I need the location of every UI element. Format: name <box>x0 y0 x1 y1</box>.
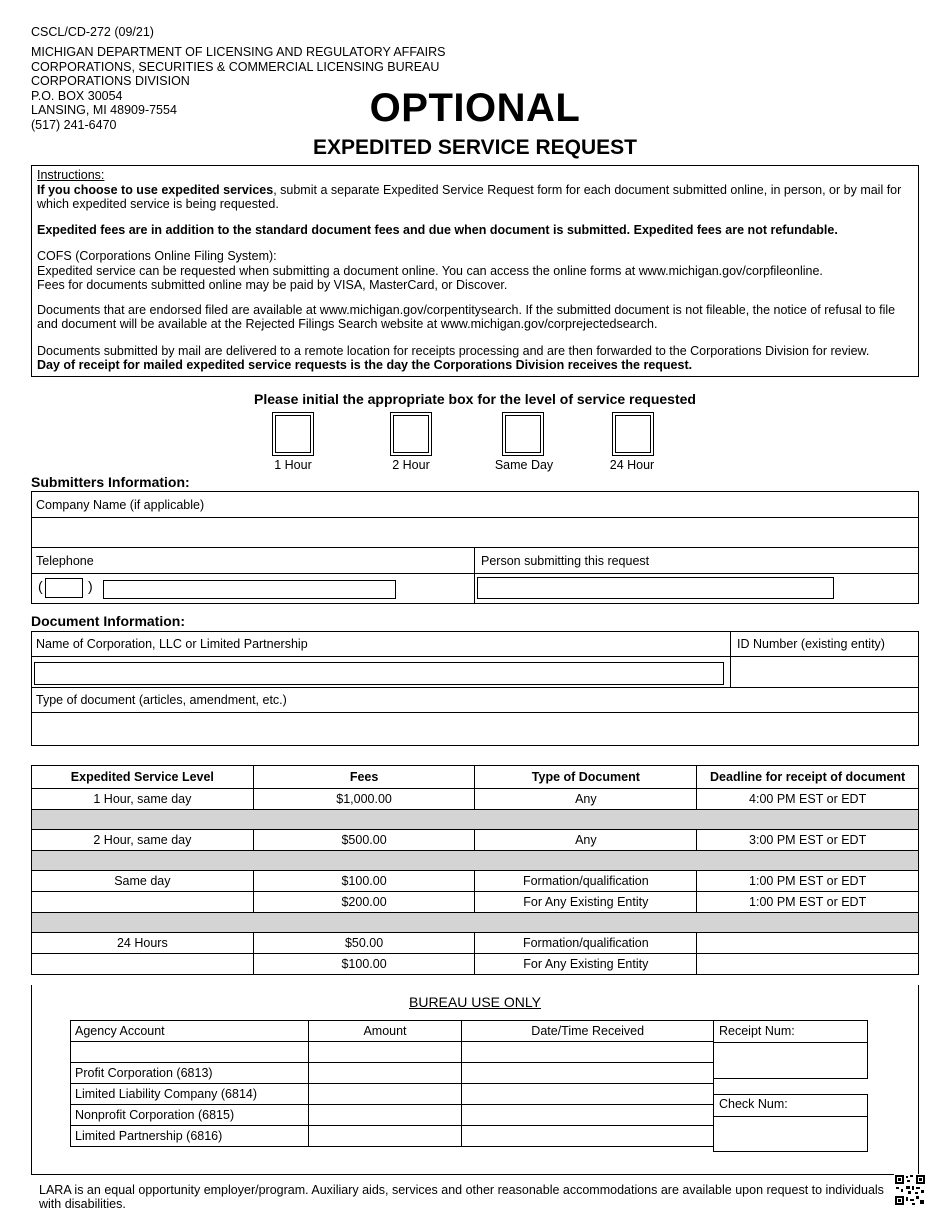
divider <box>31 687 919 688</box>
address-line: MICHIGAN DEPARTMENT OF LICENSING AND REGULATORY AFFAIRS <box>31 45 446 59</box>
receipt-label: Receipt Num: <box>719 1024 795 1038</box>
amount-input[interactable] <box>308 1126 462 1147</box>
page-title: EXPEDITED SERVICE REQUEST <box>312 136 638 159</box>
qr-code-icon <box>894 1174 926 1206</box>
instructions-cofs: COFS (Corporations Online Filing System): <box>37 249 277 263</box>
instructions-cofs-payment: Fees for documents submitted online may be paid by VISA, MasterCard, or Discover. <box>37 278 508 292</box>
table-cell: $100.00 <box>253 871 475 892</box>
checkbox-same-day[interactable] <box>502 412 544 456</box>
table-row <box>32 954 919 975</box>
table-cell: For Any Existing Entity <box>475 954 697 975</box>
document-type-label: Type of document (articles, amendment, etc.) <box>36 693 287 707</box>
table-row <box>71 1042 714 1063</box>
table-cell: Same day <box>32 871 254 892</box>
table-cell <box>697 933 919 954</box>
table-row <box>71 1063 714 1084</box>
footer-text: LARA is an equal opportunity employer/program. Auxiliary aids, services and other reasonable accommodations are available upon request to individuals with disabilities. <box>39 1183 884 1211</box>
label-1-hour: 1 Hour <box>274 458 312 472</box>
table-row <box>32 830 919 851</box>
table-cell: For Any Existing Entity <box>475 892 697 913</box>
table-cell: 1:00 PM EST or EDT <box>697 871 919 892</box>
table-row <box>32 933 919 954</box>
column-header: Agency Account <box>71 1021 309 1042</box>
column-header: Amount <box>308 1021 462 1042</box>
table-cell: $200.00 <box>253 892 475 913</box>
spacer-row <box>32 851 919 871</box>
table-header-row <box>71 1021 714 1042</box>
submitter-heading: Submitters Information: <box>31 474 190 490</box>
instructions-search: Documents that are endorsed filed are available at www.michigan.gov/corpentitysearch. If the submitted document is not fileable, the notice of refusal to file and document will be available at the Rejected Filings Search website at www.michigan.gov/corprejectedsearch. <box>37 302 896 331</box>
receipt-number-input[interactable] <box>715 1044 866 1077</box>
instructions-box <box>31 165 919 377</box>
address-line: CORPORATIONS, SECURITIES & COMMERCIAL LICENSING BUREAU <box>31 59 440 74</box>
agency-account <box>71 1042 309 1063</box>
paren-close: ) <box>88 578 93 594</box>
agency-account: Profit Corporation (6813) <box>71 1063 309 1084</box>
table-cell: 1:00 PM EST or EDT <box>697 892 919 913</box>
agency-account: Limited Partnership (6816) <box>71 1126 309 1147</box>
label-24-hour: 24 Hour <box>609 458 655 472</box>
table-cell <box>32 954 254 975</box>
address-line: P.O. BOX 30054 <box>31 88 123 103</box>
checkbox-2-hour[interactable] <box>390 412 432 456</box>
document-heading: Document Information: <box>31 613 185 629</box>
instructions-heading: Instructions: <box>37 168 105 182</box>
date-received-input[interactable] <box>462 1105 714 1126</box>
table-row <box>71 1126 714 1147</box>
spacer-cell <box>32 851 919 871</box>
document-type-input[interactable] <box>34 715 917 743</box>
divider <box>31 712 919 713</box>
date-received-input[interactable] <box>462 1042 714 1063</box>
paren-open: ( <box>38 578 43 594</box>
table-cell: $100.00 <box>253 954 475 975</box>
instructions-mail-bold: Day of receipt for mailed expedited service requests is the day the Corporations Division receives the request. <box>37 358 693 372</box>
table-cell <box>32 892 254 913</box>
column-header: Fees <box>253 766 475 789</box>
bureau-title: BUREAU USE ONLY <box>409 994 541 1010</box>
amount-input[interactable] <box>308 1084 462 1105</box>
date-received-input[interactable] <box>462 1084 714 1105</box>
address-line: CORPORATIONS DIVISION <box>31 74 190 89</box>
agency-account: Nonprofit Corporation (6815) <box>71 1105 309 1126</box>
address-line: (517) 241-6470 <box>31 117 117 132</box>
divider <box>31 656 919 657</box>
person-label: Person submitting this request <box>481 554 650 568</box>
table-cell: $50.00 <box>253 933 475 954</box>
table-cell: Formation/qualification <box>475 871 697 892</box>
table-cell: 24 Hours <box>32 933 254 954</box>
id-number-input[interactable] <box>733 659 920 685</box>
instructions-mail: Documents submitted by mail are delivered to a remote location for receipts processing and are then forwarded to the Corporations Division for review. <box>37 343 870 358</box>
divider <box>31 517 919 518</box>
table-cell <box>697 954 919 975</box>
agency-account: Limited Liability Company (6814) <box>71 1084 309 1105</box>
form-code: CSCL/CD-272 (09/21) <box>31 25 154 39</box>
divider <box>713 1116 868 1117</box>
table-header-row <box>32 766 919 789</box>
amount-input[interactable] <box>308 1105 462 1126</box>
checkbox-1-hour[interactable] <box>272 412 314 456</box>
check-number-input[interactable] <box>715 1118 866 1150</box>
table-row <box>32 892 919 913</box>
table-cell: Any <box>475 789 697 810</box>
optional-heading: OPTIONAL <box>369 86 581 130</box>
table-row <box>32 789 919 810</box>
spacer-row <box>32 810 919 830</box>
divider <box>713 1042 868 1043</box>
column-header: Deadline for receipt of document <box>697 766 919 789</box>
column-header: Expedited Service Level <box>32 766 254 789</box>
instructions-text: , submit a separate Expedited Service Request form for each document submitted online, in person, or by mail for which expedited service is being requested. <box>37 182 902 211</box>
label-same-day: Same Day <box>494 458 554 472</box>
spacer-cell <box>32 913 919 933</box>
instructions-bold: If you choose to use expedited services <box>37 182 274 197</box>
column-header: Date/Time Received <box>462 1021 714 1042</box>
telephone-label: Telephone <box>36 554 94 568</box>
table-cell: Any <box>475 830 697 851</box>
address-line: LANSING, MI 48909-7554 <box>31 103 177 118</box>
id-number-label: ID Number (existing entity) <box>737 637 885 651</box>
divider <box>474 547 475 604</box>
label-2-hour: 2 Hour <box>392 458 430 472</box>
table-cell: 1 Hour, same day <box>32 789 254 810</box>
table-cell: 2 Hour, same day <box>32 830 254 851</box>
check-label: Check Num: <box>719 1097 788 1111</box>
instructions-cofs-online: Expedited service can be requested when submitting a document online. You can access the online forms at www.michigan.gov/corpfileonline. <box>37 263 823 278</box>
phone-input[interactable] <box>103 580 396 599</box>
checkbox-24-hour[interactable] <box>612 412 654 456</box>
table-row <box>32 871 919 892</box>
amount-input[interactable] <box>308 1063 462 1084</box>
table-cell: 3:00 PM EST or EDT <box>697 830 919 851</box>
divider <box>31 547 919 548</box>
service-fee-table <box>31 765 919 975</box>
table-cell: $1,000.00 <box>253 789 475 810</box>
spacer-cell <box>32 810 919 830</box>
amount-input[interactable] <box>308 1042 462 1063</box>
table-row <box>71 1084 714 1105</box>
divider <box>31 573 919 574</box>
table-cell: 4:00 PM EST or EDT <box>697 789 919 810</box>
bureau-table <box>70 1020 714 1147</box>
instructions-fees: Expedited fees are in addition to the standard document fees and due when document is submitted. Expedited fees are not refundable. <box>37 222 838 237</box>
table-row <box>71 1105 714 1126</box>
service-prompt: Please initial the appropriate box for the level of service requested <box>254 391 696 407</box>
area-code-input[interactable] <box>45 578 83 598</box>
person-input[interactable] <box>477 577 834 599</box>
entity-name-label: Name of Corporation, LLC or Limited Partnership <box>36 637 308 651</box>
table-cell: $500.00 <box>253 830 475 851</box>
date-received-input[interactable] <box>462 1126 714 1147</box>
column-header: Type of Document <box>475 766 697 789</box>
date-received-input[interactable] <box>462 1063 714 1084</box>
entity-name-input[interactable] <box>34 662 724 685</box>
table-cell: Formation/qualification <box>475 933 697 954</box>
spacer-row <box>32 913 919 933</box>
divider <box>730 631 731 688</box>
company-name-input[interactable] <box>34 519 916 545</box>
company-label: Company Name (if applicable) <box>36 498 205 512</box>
